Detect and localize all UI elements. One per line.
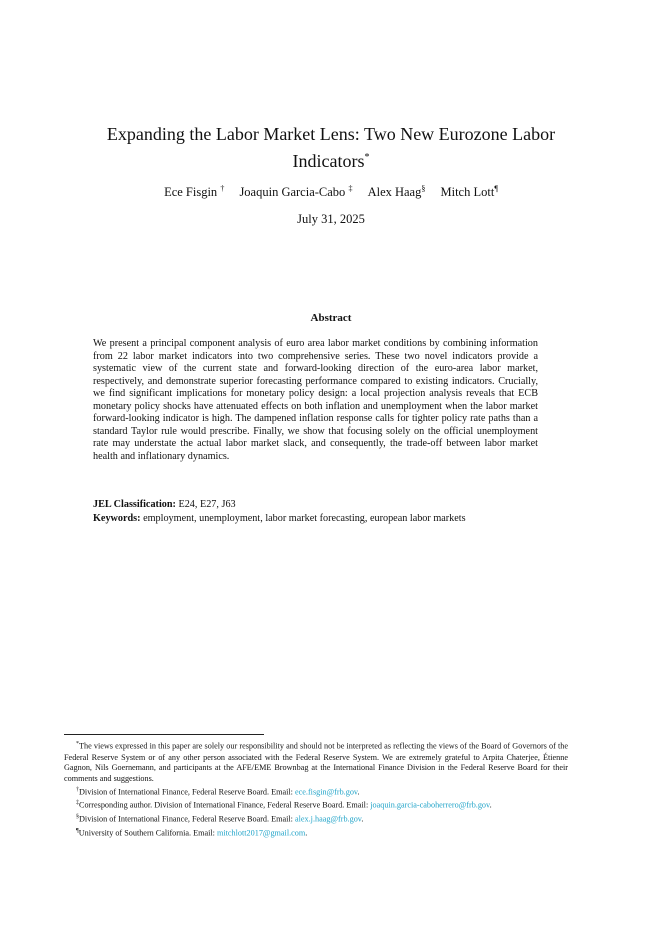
- author-1: Ece Fisgin †: [164, 184, 225, 200]
- email-link-garcia-cabo[interactable]: joaquin.garcia-caboherrero@frb.gov: [370, 801, 490, 811]
- keywords: [93, 512, 563, 525]
- jel-value: E24, E27, J63: [178, 499, 236, 510]
- paper-date: July 31, 2025: [297, 212, 365, 226]
- footnote-4: §Division of International Finance, Federal Reserve Board. Email: alex.j.haag@frb.gov.: [76, 813, 364, 824]
- keywords-label: Keywords:: [93, 513, 141, 524]
- paper-title: [40, 122, 622, 173]
- title-line-1: Expanding the Labor Market Lens: Two New Eurozone Labor: [106, 124, 556, 144]
- author-list: [40, 184, 622, 200]
- title-footnote-mark: *: [364, 152, 370, 163]
- email-link-haag[interactable]: alex.j.haag@frb.gov: [295, 814, 362, 824]
- abstract-text: We present a principal component analysis of euro area labor market conditions by combining information from 22 labor market indicators into two comprehensive series. These two novel indicators provide a systematic view of the current state and forward-looking direction of the euro-area labor market, respectively, and demonstrate superior forecasting performance compared to existing indicators. Crucially, we find significant implications for monetary policy design: a local projection analysis reveals that ECB monetary policy shocks have attenuated effects on both inflation and unemployment when the labor market forward-looking indicator is high. The dampened inflation response calls for tighter policy rate paths than a standard Taylor rule would prescribe. Finally, we show that focusing solely on the official unemployment rate may understate the actual labor market slack, and consequently, the trade-off between labor market health and inflationary dynamics.: [93, 338, 538, 462]
- footnote-5: ¶University of Southern California. Email: mitchlott2017@gmail.com.: [76, 827, 308, 838]
- jel-classification: [93, 498, 553, 511]
- footnote-1: *The views expressed in this paper are solely our responsibility and should not be interpreted as reflecting the views of the Board of Governors of the Federal Reserve System or of any other person associated with the Federal Reserve System. We are extremely grateful to Arpita Chaterjee, Étienne Gagnon, Nils Goernemann, and participants at the AFE/EME Brownbag at the International Finance Division in the Federal Reserve Board for their comments and suggestions.: [64, 741, 568, 784]
- abstract-heading: Abstract: [310, 312, 352, 324]
- email-link-lott[interactable]: mitchlott2017@gmail.com: [216, 828, 306, 838]
- author-3: Alex Haag§: [367, 184, 426, 200]
- footnote-2: †Division of International Finance, Federal Reserve Board. Email: ece.fisgin@frb.gov.: [76, 786, 360, 797]
- footnotes: [64, 739, 568, 839]
- jel-label: JEL Classification:: [93, 499, 176, 510]
- author-4: Mitch Lott¶: [440, 184, 498, 200]
- author-2: Joaquin Garcia-Cabo ‡: [239, 184, 353, 200]
- title-line-2: Indicators: [292, 151, 365, 171]
- keywords-value: employment, unemployment, labor market forecasting, european labor markets: [143, 513, 466, 524]
- footnote-rule: [64, 734, 264, 735]
- footnote-3: ‡Corresponding author. Division of International Finance, Federal Reserve Board. Email: joaquin.garcia-caboherrero@frb.gov.: [76, 800, 492, 811]
- email-link-fisgin[interactable]: ece.fisgin@frb.gov: [295, 787, 358, 797]
